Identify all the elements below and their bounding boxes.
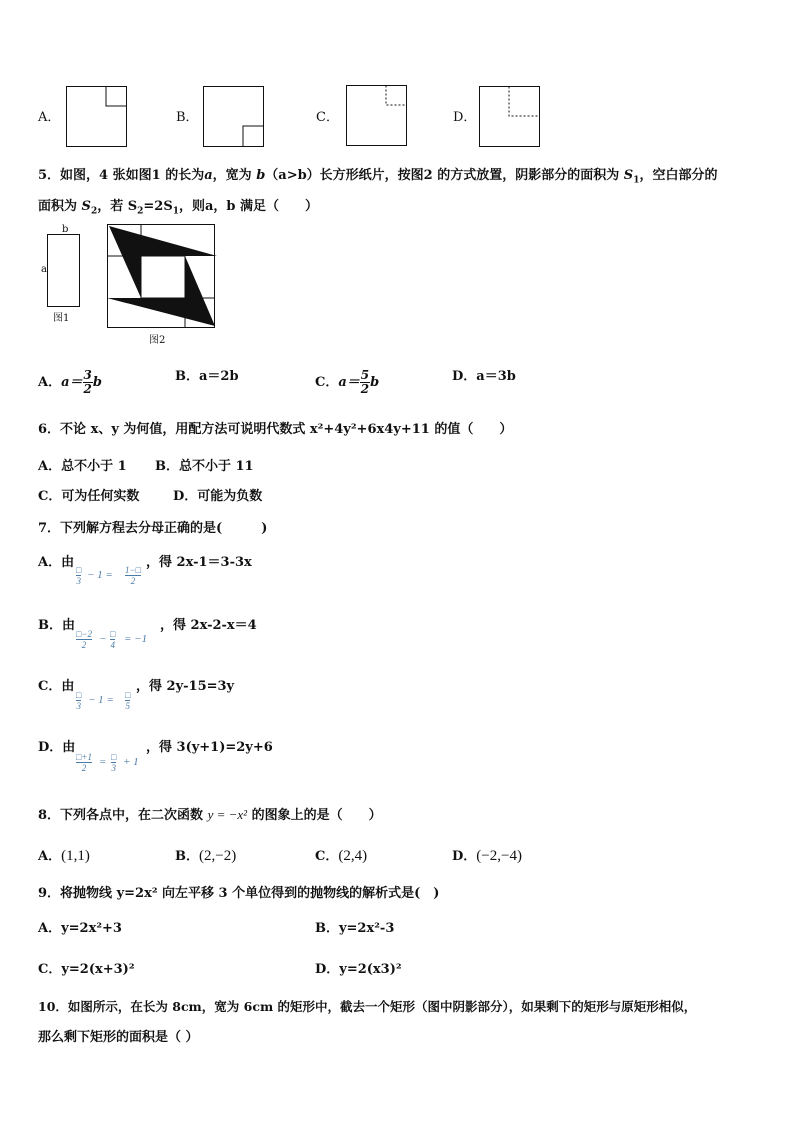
q8-option-c: C．(2,4) [315,848,368,864]
q7-option-a-result: ，得 2x-1＝3-3x [146,555,252,570]
q7-option-b-frac1: $\frac{□-2}{2}$ [76,629,93,650]
q7-option-a-op: − 1 = [87,569,113,581]
q9-option-a: A．y=2x²+3 [38,921,122,936]
q7-option-b-op: − [99,633,107,645]
q4-option-b-label: B． [176,110,199,125]
q7-option-d-frac2: □ 3 [111,752,117,773]
q7-option-c-label: C．由 [38,679,75,694]
q5-option-d: D．a＝3b [452,369,516,384]
q4-option-a-label: A． [38,110,61,125]
q5-figure-2 [105,222,217,332]
q7-option-c-op: − 1 = [88,694,114,706]
q5-figure-1-a-label: a [41,264,47,275]
q7-option-d-tail: + 1 [123,756,139,768]
q7-option-a-frac1: □ 3 [76,565,82,586]
q5-figure-2-caption: 图2 [149,335,166,346]
q6-stem: 6．不论 x、y 为何值，用配方法可说明代数式 x²+4y²+6x4y+11 的值（ ） [38,422,513,437]
q7-option-b-result: ，得 2x-2-x＝4 [160,618,257,633]
q7-option-a-frac2: $\frac{1-□}{2}$ [125,565,142,586]
q7-option-b-tail: = −1 [124,633,148,645]
q6-option-c: C．可为任何实数 [38,489,140,504]
q7-option-d-result: ，得 3(y+1)=2y+6 [146,740,273,755]
q7-option-c-frac1: □ 3 [76,690,82,711]
q5-option-c: C．a＝ $\frac{5}{2}$ b [315,368,380,396]
q4-option-d-label: D． [453,110,477,125]
q4-option-a-figure [66,86,128,148]
q6-option-a: A．总不小于 1 [38,459,127,474]
q5-stem-line1: 5．如图，4 张如图1 的长为a，宽为 b（a>b）长方形纸片，按图2 的方式放置，阴影部分的面积为 $S_1$，空白部分的 [38,168,718,186]
q8-option-d: D．(−2,−4) [452,848,522,864]
q7-option-d-frac1: $\frac{□+1}{2}$ [76,752,93,773]
q9-option-d: D．y=2(x3)² [315,962,402,977]
q7-option-d-op: = [99,756,107,768]
q7-stem: 7．下列解方程去分母正确的是( ) [38,521,268,536]
q6-option-b: B．总不小于 11 [155,459,254,474]
q9-option-b: B．y=2x²-3 [315,921,395,936]
q7-option-b-frac2: □ 4 [110,629,116,650]
q7-option-d-label: D．由 [38,740,76,755]
q9-stem: 9．将抛物线 y=2x² 向左平移 3 个单位得到的抛物线的解析式是( ) [38,886,440,901]
q5-figure-1-b-label: b [62,224,69,235]
q8-option-b: B．(2,−2) [175,848,237,864]
q6-option-d: D．可能为负数 [173,489,263,504]
q4-option-c-figure [346,85,408,147]
q9-option-c: C．y=2(x+3)² [38,962,135,977]
q5-option-b: B．a＝2b [175,369,239,384]
q4-option-b-figure [203,86,265,148]
q5-stem-line2: 面积为 $S_2$，若 $S_2=2S_1$，则a，b 满足（ ） [38,199,319,217]
q5-option-a: A．a＝ $\frac{3}{2}$ b [38,368,102,396]
q8-option-a: A．(1,1) [38,848,90,864]
q4-option-c-label: C． [316,110,339,125]
q4-option-d-figure [479,86,541,148]
q7-option-b-label: B．由 [38,618,75,633]
q7-option-a-label: A．由 [38,555,75,570]
q7-option-c-result: ，得 2y-15=3y [136,679,235,694]
q5-figure-1-caption: 图1 [53,313,70,324]
q8-stem: 8．下列各点中，在二次函数 y = −x² 的图象上的是（ ） [38,807,382,823]
q10-stem-line1: 10．如图所示，在长为 8cm，宽为 6cm 的矩形中，截去一个矩形（图中阴影部分），如果剩下的矩形与原矩形相似， [38,999,697,1014]
q7-option-c-frac2: □ 5 [125,690,131,711]
q10-stem-line2: 那么剩下矩形的面积是（ ） [38,1030,199,1045]
